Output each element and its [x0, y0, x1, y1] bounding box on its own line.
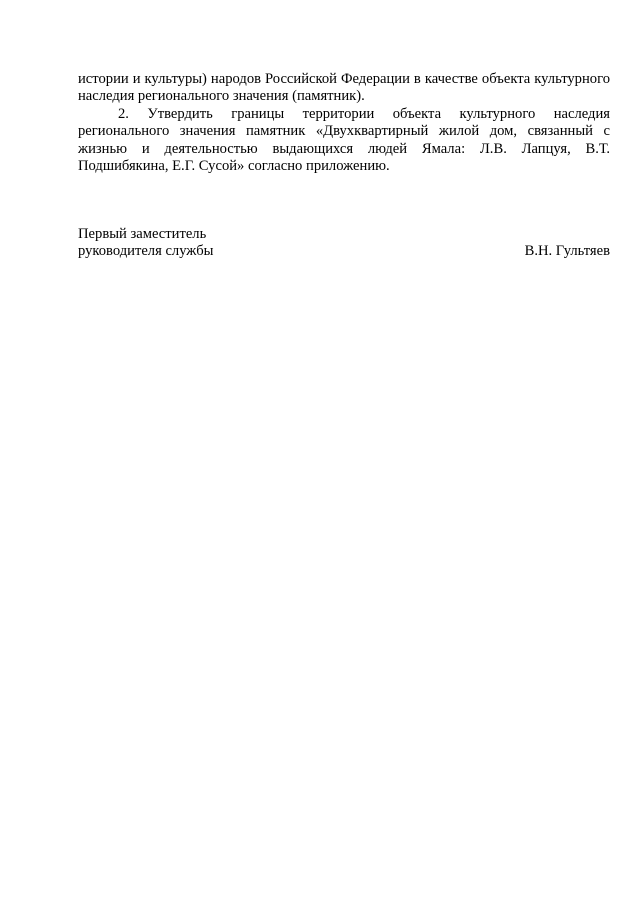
position-line-1: Первый заместитель: [78, 226, 207, 242]
signatory-name: В.Н. Гультяев: [524, 243, 610, 260]
document-body: [78, 71, 610, 175]
signature-row: [78, 226, 610, 261]
position-line-2: руководителя службы: [78, 243, 214, 260]
paragraph-continuation: истории и культуры) народов Российской Федерации в качестве объекта культурного наследия регионального значения (памятник).: [78, 71, 610, 105]
signature-block: [78, 226, 610, 261]
paragraph-item-2: 2. Утвердить границы территории объекта культурного наследия регионального значения памятник «Двухквартирный жилой дом, связанный с жизнью и деятельностью выдающихся людей Ямала: Л.В. Лапцуя, В.Т. Подшибякина, Е.Г. Сусой» согласно приложению.: [78, 105, 610, 175]
signatory-position: [78, 226, 213, 261]
